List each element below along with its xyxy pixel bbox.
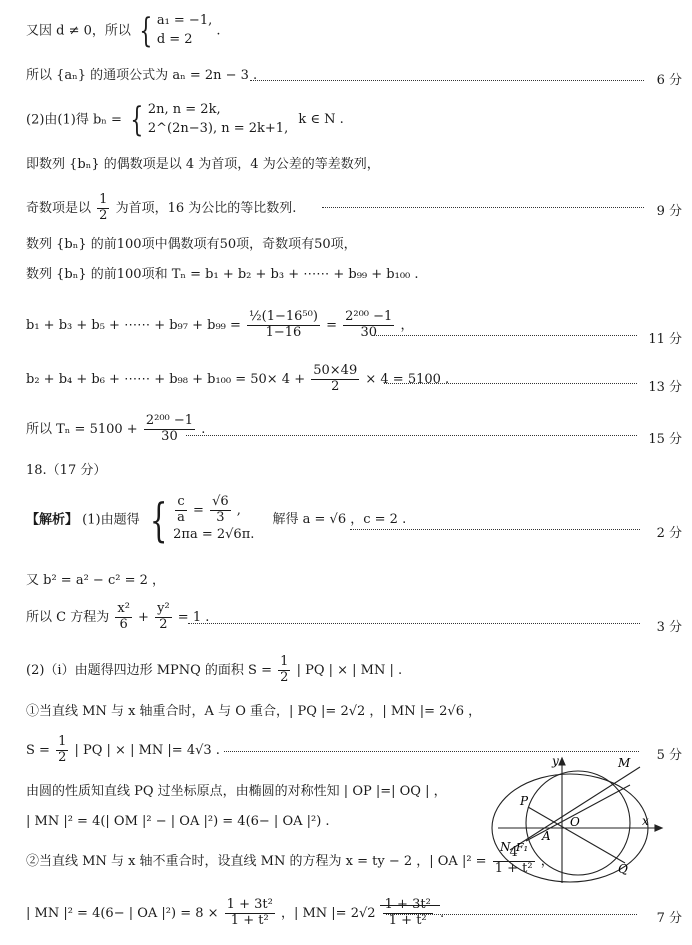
l10-lhs: 所以 Tₙ = 5100 + (26, 421, 138, 437)
l17-b: | PQ | × | MN |= 4√3 . (74, 742, 220, 758)
leader-dots (188, 623, 640, 624)
num: 1 (280, 654, 289, 669)
line-21 (26, 898, 444, 929)
l12-b: 解得 a = √6 ，c = 2 . (272, 512, 407, 528)
label-n: N (500, 840, 511, 854)
line-9 (26, 364, 449, 395)
ellipse-circle-figure (490, 755, 670, 890)
analysis-tag: 【解析】 (26, 512, 79, 528)
score-11: 11 分 (648, 332, 682, 347)
fraction-half (97, 193, 109, 224)
den: 1 + t² (388, 912, 427, 928)
l14-end: = 1 . (177, 609, 210, 625)
score-6: 6 分 (656, 73, 682, 88)
leader-dots (384, 383, 637, 384)
leader-dots (250, 80, 644, 81)
l5-b: 为首项，16 为公比的等比数列. (115, 200, 297, 216)
fraction-sqrt6-3 (210, 495, 231, 526)
fraction-c-a (175, 495, 187, 526)
line-4: 即数列 {bₙ} 的偶数项是以 4 为首项，4 为公差的等差数列， (26, 157, 380, 172)
num: 1 + 3t² (226, 897, 273, 912)
den: 2 (159, 616, 168, 632)
line-14 (26, 602, 209, 633)
l10-end: . (201, 421, 206, 437)
plus: + (138, 609, 149, 625)
l17-a: S = (26, 742, 50, 758)
line-20 (26, 846, 554, 877)
fraction-half (278, 655, 290, 686)
leader-dots (186, 435, 637, 436)
line-12 (26, 492, 407, 547)
brace: { (139, 10, 153, 51)
fraction-result (343, 310, 394, 341)
line-18: 由圆的性质知直线 PQ 过坐标原点，由椭圆的对称性知 | OP |=| OQ | ， (26, 784, 447, 799)
den: a (177, 509, 185, 525)
num: x² (117, 601, 130, 616)
label-a: A (542, 829, 551, 843)
comma: , (236, 502, 241, 518)
label-o: O (570, 815, 580, 829)
sys-eq-a1: a₁ = −1, (156, 13, 213, 28)
l12-a: (1)由题得 (82, 512, 140, 528)
l3-prefix: (2)由(1)得 bₙ = (26, 112, 122, 128)
l1-prefix: 又因 d ≠ 0，所以 (26, 23, 131, 39)
score-3: 3 分 (656, 620, 682, 635)
brace: { (130, 99, 144, 140)
l1-end: . (216, 23, 221, 39)
num: 1 + 3t² (384, 897, 431, 912)
case-even: 2n, n = 2k, (147, 102, 221, 117)
eq-eccentricity (173, 495, 254, 526)
num: 1 (99, 192, 108, 207)
label-q: Q (618, 862, 628, 876)
line-19: | MN |² = 4(| OM |² − | OA |²) = 4(6− | OA |²) . (26, 814, 330, 829)
den: 30 (161, 428, 178, 444)
den: 1 + t² (230, 912, 269, 928)
l9-end: × 4 = 5100 . (365, 371, 450, 387)
l15-a: (2)（i）由题得四边形 MPNQ 的面积 S = (26, 662, 272, 678)
l8-end: ， (400, 317, 414, 333)
fraction-y2-2 (155, 602, 172, 633)
line-7: 数列 {bₙ} 的前100项和 Tₙ = b₁ + b₂ + b₃ + ⋯⋯ + b₉₉ + b₁₀₀ . (26, 267, 419, 282)
l21-end: . (439, 905, 445, 921)
num: ½(1−16⁵⁰) (249, 309, 318, 324)
leader-dots (322, 207, 644, 208)
y-axis-arrow (559, 758, 565, 765)
line-13: 又 b² = a² − c² = 2 ， (26, 573, 165, 588)
line-5 (26, 193, 296, 224)
line-10 (26, 414, 205, 445)
system-ellipse (173, 495, 254, 545)
den: 6 (119, 616, 128, 632)
label-y: y (552, 755, 559, 768)
fraction-sum-odd (247, 310, 320, 341)
score-13: 13 分 (648, 380, 682, 395)
brace: { (149, 492, 168, 547)
l20-a: ②当直线 MN 与 x 轴不重合时，设直线 MN 的方程为 x = ty − 2 ，| OA |² = (26, 853, 487, 869)
fraction-tn (144, 414, 195, 445)
line-3 (26, 101, 344, 139)
score-15: 15 分 (648, 432, 682, 447)
den: 1−16 (265, 324, 302, 340)
num: c (175, 495, 187, 511)
den: 30 (360, 324, 377, 340)
l21-a: | MN |² = 4(6− | OA |²) = 8 × (26, 905, 219, 921)
problem-18-heading: 18.（17 分） (26, 463, 107, 478)
den: 1 + t² (494, 860, 533, 876)
leader-dots (372, 335, 637, 336)
l8-lhs: b₁ + b₃ + b₅ + ⋯⋯ + b₉₇ + b₉₉ = (26, 317, 241, 333)
line-15 (26, 655, 402, 686)
label-m: M (618, 756, 631, 770)
score-2: 2 分 (656, 526, 682, 541)
den: 2 (99, 207, 108, 223)
line-2: 所以 {aₙ} 的通项公式为 aₙ = 2n − 3 . (26, 68, 258, 83)
label-f1: F₁ (516, 841, 529, 854)
system-1 (157, 12, 212, 50)
l3-suffix: k ∈ N . (298, 112, 344, 128)
num: 50×49 (313, 363, 358, 378)
l14-a: 所以 C 方程为 (26, 609, 110, 625)
fraction-50x49 (311, 364, 359, 395)
num: y² (157, 601, 170, 616)
leader-dots (350, 529, 640, 530)
label-x: x (642, 814, 649, 828)
den: 2 (58, 749, 67, 765)
num: 1 (58, 734, 67, 749)
line-16: ①当直线 MN 与 x 轴重合时，A 与 O 重合，| PQ |= 2√2 ，| MN |= 2√6 ， (26, 704, 482, 719)
fraction-x2-6 (115, 602, 132, 633)
line-6: 数列 {bₙ} 的前100项中偶数项有50项，奇数项有50项， (26, 237, 357, 252)
num: 2²⁰⁰ −1 (345, 309, 393, 324)
l5-a: 奇数项是以 (26, 200, 92, 216)
den: 3 (216, 509, 225, 525)
line-8 (26, 310, 413, 341)
x-axis-arrow (655, 825, 662, 831)
piecewise-bn (148, 101, 288, 139)
l15-b: | PQ | × | MN | . (296, 662, 403, 678)
num: √6 (212, 494, 229, 509)
equals: = (193, 502, 204, 518)
num: 4 (493, 846, 535, 862)
score-9: 9 分 (656, 204, 682, 219)
l20-end: ， (540, 853, 554, 869)
leader-dots (224, 751, 639, 752)
score-7: 7 分 (656, 911, 682, 926)
eq-area: 2πa = 2√6π. (173, 526, 255, 542)
sys-eq-d: d = 2 (156, 31, 193, 47)
line-17 (26, 735, 220, 766)
label-p: P (520, 794, 529, 808)
den: 2 (331, 378, 340, 394)
score-5: 5 分 (656, 748, 682, 763)
den: 2 (280, 669, 289, 685)
case-odd: 2^(2n−3), n = 2k+1, (147, 120, 289, 136)
sqrt-radical (380, 897, 440, 928)
equals: = (326, 317, 337, 333)
line-1 (26, 12, 221, 50)
fraction-half (56, 735, 68, 766)
l21-b: ，| MN |= 2√2 (280, 905, 376, 921)
num: 2²⁰⁰ −1 (145, 413, 194, 428)
l9-lhs: b₂ + b₄ + b₆ + ⋯⋯ + b₉₈ + b₁₀₀ = 50× 4 + (26, 371, 306, 387)
leader-dots (386, 914, 637, 915)
fraction-mn2 (225, 898, 275, 929)
